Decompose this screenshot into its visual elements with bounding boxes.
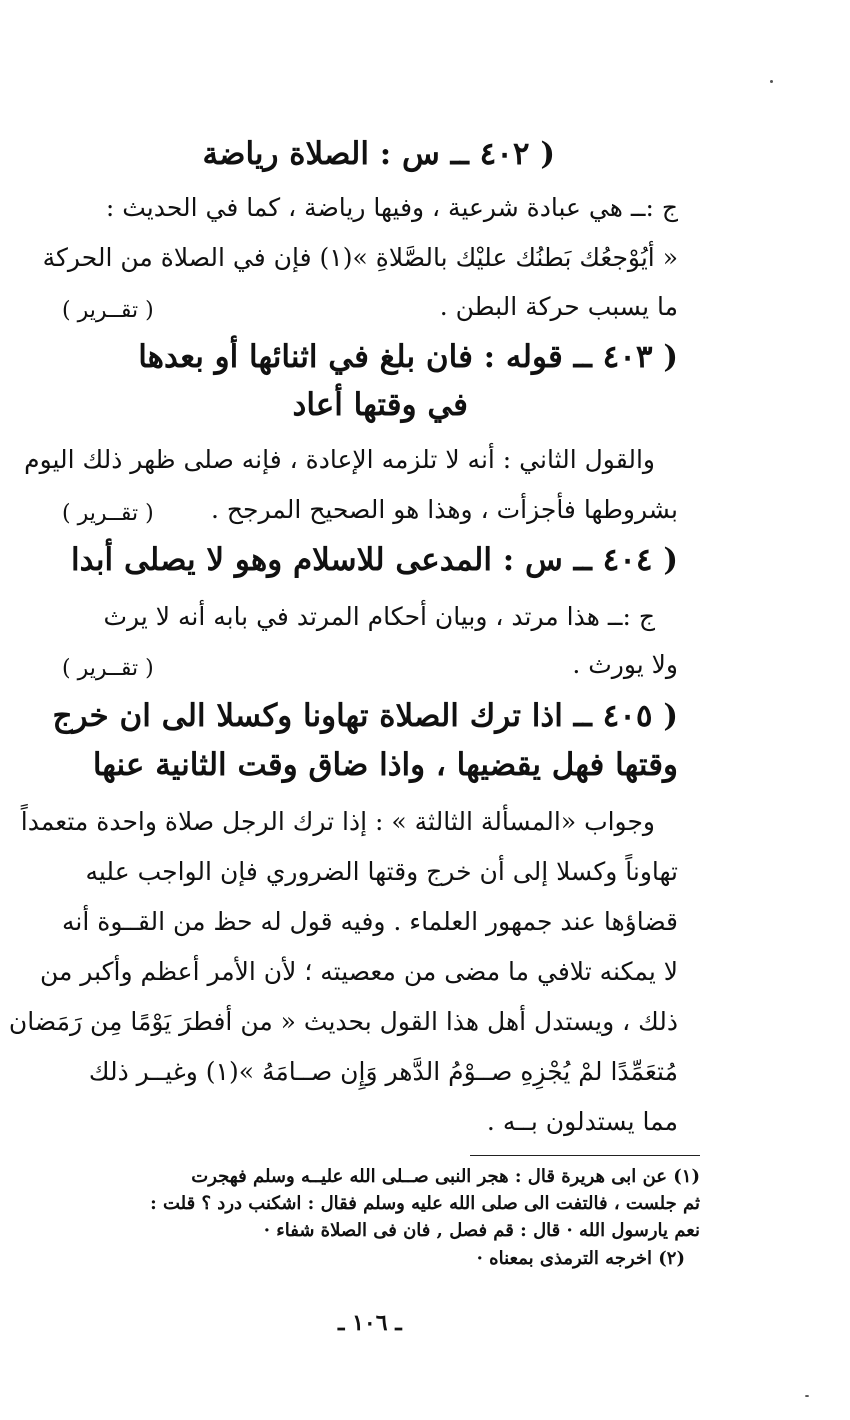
section-heading: ( ٤٠٤ ــ س : المدعى للاسلام وهو لا يصلى أبدا — [71, 542, 678, 578]
body-line: بشروطها فأجزأت ، وهذا هو الصحيح المرجح . — [211, 495, 678, 524]
source-label: ( تقــرير ) — [62, 656, 154, 681]
section-heading: ( ٤٠٥ ــ اذا ترك الصلاة تهاونا وكسلا الى ان خرج — [52, 698, 678, 734]
body-line: قضاؤها عند جمهور العلماء . وفيه قول له حظ من القــوة أنه — [61, 907, 678, 936]
section-heading: ( ٤٠٢ ــ س : الصلاة رياضة — [202, 136, 555, 172]
body-line: وجواب «المسألة الثالثة » : إذا ترك الرجل صلاة واحدة متعمداً — [20, 807, 655, 836]
footnote-line: (١) عن ابى هريرة قال : هجر النبى صــلى الله عليــه وسلم فهجرت — [191, 1166, 700, 1187]
scan-speck — [805, 1395, 809, 1397]
body-line: ج :ــ هذا مرتد ، وبيان أحكام المرتد في بابه أنه لا يرث — [103, 602, 655, 631]
body-line: لا يمكنه تلافي ما مضى من معصيته ؛ لأن الأمر أعظم وأكبر من — [39, 957, 678, 986]
source-label: ( تقــرير ) — [62, 501, 154, 526]
body-line: ما يسبب حركة البطن . — [439, 292, 678, 321]
scan-speck — [770, 80, 773, 83]
page-number: ـ ١٠٦ ـ — [338, 1310, 402, 1336]
body-line: مُتعَمِّدًا لمْ يُجْزِهِ صــوْمُ الدَّهر وَإِن صــامَهُ »(١) وغيــر ذلك — [88, 1057, 678, 1086]
section-heading: وقتها فهل يقضيها ، واذا ضاق وقت الثانية عنها — [92, 747, 678, 783]
body-line: « أيُوْجعُك بَطنُك عليْك بالصَّلاةِ »(١) فإن في الصلاة من الحركة — [42, 243, 678, 272]
footnote-divider — [470, 1155, 700, 1156]
footnote-line: ثم جلست ، فالتفت الى صلى الله عليه وسلم فقال : اشكنب درد ؟ قلت : — [150, 1193, 700, 1214]
body-line: والقول الثاني : أنه لا تلزمه الإعادة ، فإنه صلى ظهر ذلك اليوم — [24, 445, 655, 474]
section-heading: في وقتها أعاد — [292, 387, 468, 423]
body-line: مما يستدلون بــه . — [486, 1107, 678, 1136]
section-heading: ( ٤٠٣ ــ قوله : فان بلغ في اثنائها أو بعدها — [138, 339, 678, 375]
source-label: ( تقــرير ) — [62, 298, 154, 323]
body-line: تهاوناً وكسلا إلى أن خرج وقتها الضروري فإن الواجب عليه — [85, 857, 678, 886]
body-line: ج :ــ هي عبادة شرعية ، وفيها رياضة ، كما في الحديث : — [105, 193, 678, 222]
body-line: ولا يورث . — [572, 650, 678, 679]
footnote-line: (٢) اخرجه الترمذى بمعناه · — [476, 1248, 685, 1269]
footnote-line: نعم يارسول الله · قال : قم فصل , فان فى الصلاة شفاء · — [263, 1220, 700, 1241]
body-line: ذلك ، ويستدل أهل هذا القول بحديث « من أفطرَ يَوْمًا مِن رَمَضان — [8, 1007, 678, 1036]
